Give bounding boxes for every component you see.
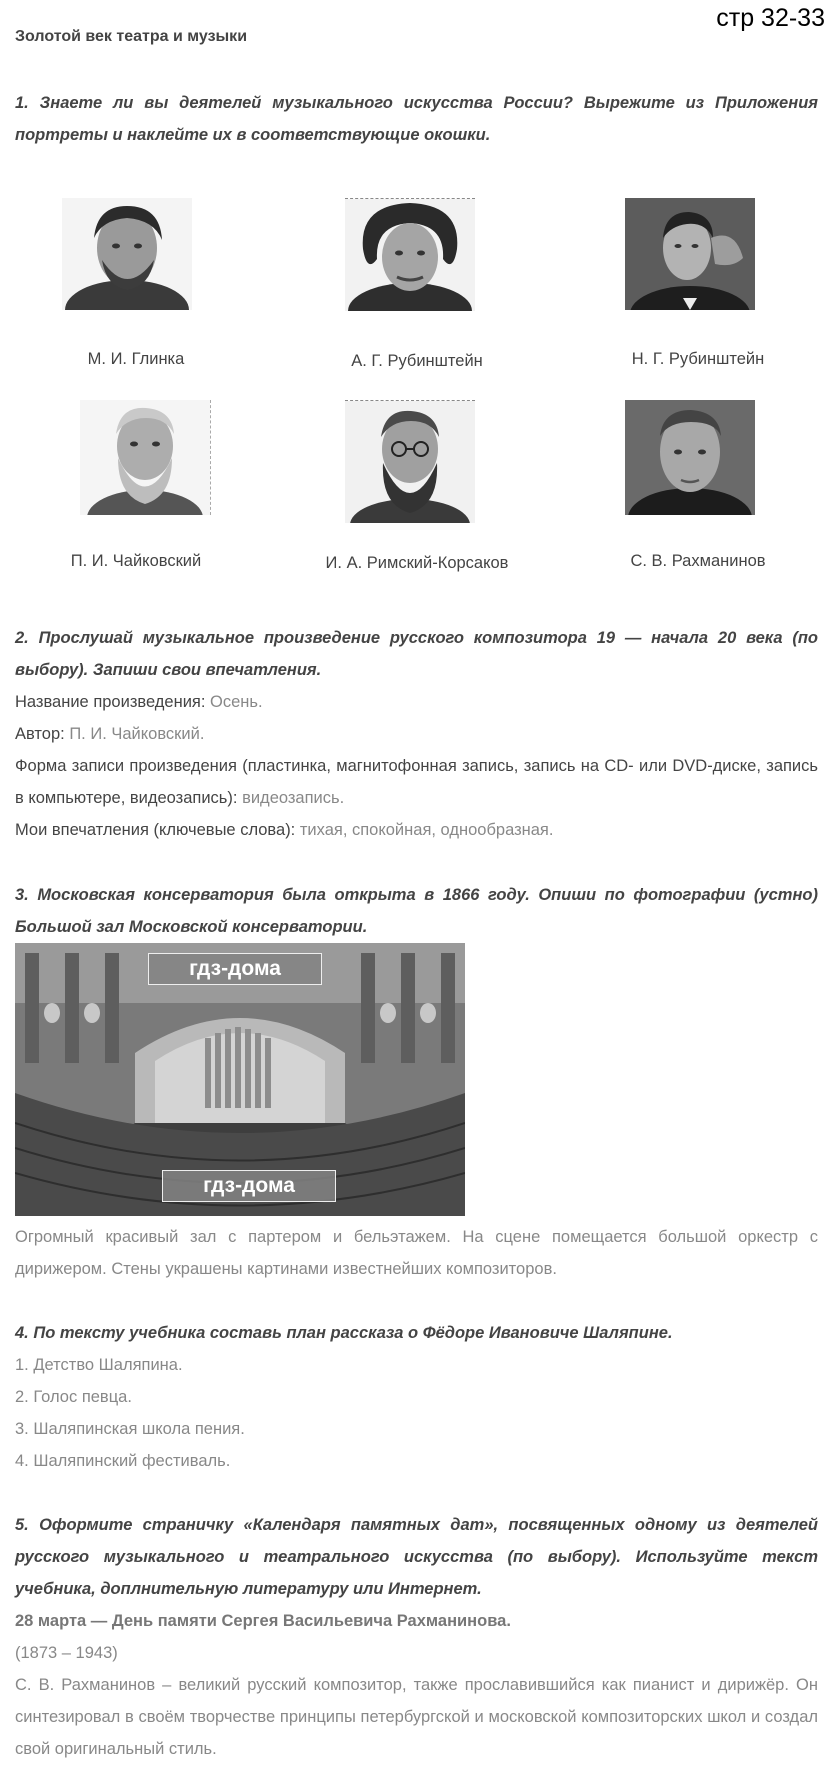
task2-question: 2. Прослушай музыкальное произведение русского композитора 19 — начала 20 века (по выбору). Запиши свои впечатления. [15, 629, 818, 679]
task3-question: 3. Московская консерватория была открыта в 1866 году. Опиши по фотографии (устно) Большой зал Московской консерватории. [15, 886, 818, 936]
task2-impressions-line [15, 814, 818, 846]
task4-question: 4. По тексту учебника составь план рассказа о Фёдоре Ивановиче Шаляпине. [15, 1324, 673, 1342]
portrait-glinka [62, 198, 192, 310]
task2-format-line [15, 750, 818, 814]
work-label: Название произведения: [15, 693, 206, 711]
format-label: Форма записи произведения (пластинка, магнитофонная запись, запись на CD- или DVD-диске, запись в компьютере, видеозапись): [15, 757, 818, 807]
author-label: Автор: [15, 725, 65, 743]
page-number: стр 32-33 [716, 4, 825, 32]
task3-answer: Огромный красивый зал с партером и бельэтажем. На сцене помещается большой оркестр с дирижером. Стены украшены картинами известнейших композиторов. [15, 1228, 818, 1278]
portrait-tchaikovsky [80, 400, 211, 515]
memorial-date-heading: 28 марта — День памяти Сергея Васильевича Рахманинова. [15, 1612, 511, 1630]
caption-n-rubinstein: Н. Г. Рубинштейн [631, 350, 765, 368]
task5-question: 5. Оформите страничку «Календаря памятных дат», посвященных одному из деятелей русского музыкального и театрального искусства (по выбору). Используйте текст учебника, доплнительную литературу или Интернет. [15, 1516, 818, 1598]
caption-a-rubinstein: А. Г. Рубинштейн [351, 352, 483, 370]
portrait-rimsky-korsakov [345, 400, 475, 523]
plan-item: 4. Шаляпинский фестиваль. [15, 1452, 231, 1470]
life-years: (1873 – 1943) [15, 1644, 118, 1662]
plan-item: 1. Детство Шаляпина. [15, 1356, 183, 1374]
portrait-n-rubinstein [625, 198, 755, 310]
concert-hall-photo [15, 943, 465, 1216]
portrait-a-rubinstein [345, 198, 475, 311]
format-value: видеозапись. [242, 789, 345, 807]
section-title: Золотой век театра и музыки [15, 28, 248, 45]
task1-question: 1. Знаете ли вы деятелей музыкального искусства России? Вырежите из Приложения портреты и наклейте их в соответствующие окошки. [15, 94, 818, 144]
impressions-label: Мои впечатления (ключевые слова): [15, 821, 296, 839]
caption-glinka: М. И. Глинка [87, 350, 185, 368]
task2-author-line [15, 718, 818, 750]
rachmaninov-text: С. В. Рахманинов – великий русский композитор, также прославившийся как пианист и дирижёр. Он синтезировал в своём творчестве принципы петербургской и московской композиторских школ и создал свой оригинальный стиль. [15, 1676, 818, 1758]
portrait-rachmaninov [625, 400, 755, 515]
caption-rachmaninov: С. В. Рахманинов [630, 552, 766, 570]
plan-item: 3. Шаляпинская школа пения. [15, 1420, 245, 1438]
caption-tchaikovsky: П. И. Чайковский [70, 552, 202, 570]
caption-rimsky-korsakov: И. А. Римский-Корсаков [325, 554, 509, 572]
watermark-top: гдз-дома [148, 953, 322, 985]
plan-item: 2. Голос певца. [15, 1388, 132, 1406]
watermark-bottom: гдз-дома [162, 1170, 336, 1202]
task2-work-line [15, 686, 818, 718]
work-value: Осень. [210, 693, 263, 711]
author-value: П. И. Чайковский. [69, 725, 205, 743]
impressions-value: тихая, спокойная, однообразная. [299, 821, 554, 839]
